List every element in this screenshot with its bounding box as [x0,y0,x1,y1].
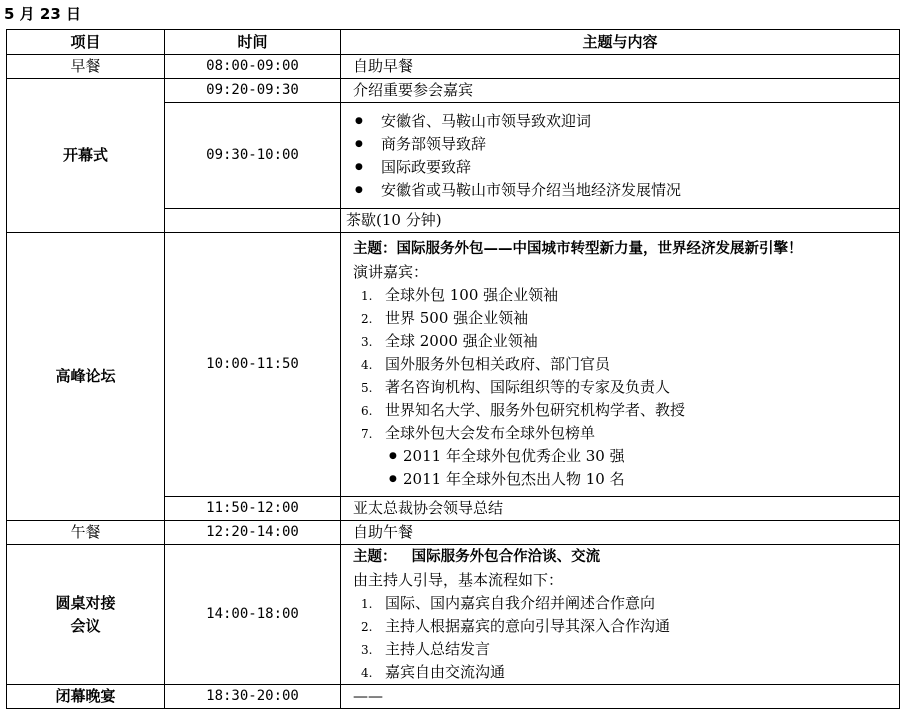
list-number: 5. [361,381,373,395]
list-item: ● 安徽省或马鞍山市领导介绍当地经济发展情况 [345,179,899,202]
banquet-time: 18:30-20:00 [165,685,341,709]
list-item [353,661,899,684]
list-number: 3. [361,642,373,657]
banquet-row [7,685,900,709]
roundtable-content [341,545,900,685]
list-item [353,638,899,661]
list-item [353,615,899,638]
date-heading: 5 月 23 日 [4,5,81,23]
header-row [7,30,900,55]
list-text: 主持人总结发言 [385,639,491,658]
list-text: 嘉宾自由交流沟通 [385,662,506,681]
roundtable-intro: 由主持人引导，基本流程如下： [353,570,564,589]
list-number: 6. [361,404,373,418]
opening-bullets [341,103,900,209]
roundtable-row [7,545,900,685]
opening-time-1: 09:20-09:30 [165,79,341,103]
sub-list-item: ● 2011 年全球外包杰出人物 10 名 [353,468,899,491]
banquet-content: —— [341,685,900,709]
speakers-label: 演讲嘉宾： [353,263,429,281]
list-text: 主持人根据嘉宾的意向引导其深入合作沟通 [385,616,671,635]
opening-row-1 [7,79,900,103]
list-number: 4. [361,358,373,372]
header-topic: 主题与内容 [341,30,900,55]
roundtable-project-line2: 会议 [70,616,101,635]
summit-closing-time: 11:50-12:00 [165,497,341,521]
header-time: 时间 [165,30,341,55]
list-text: 全球外包大会发布全球外包榜单 [385,424,596,442]
list-item [353,284,899,307]
summit-row-1 [7,233,900,497]
list-number: 1. [361,289,373,303]
list-number: 1. [361,596,373,611]
list-item: ● 国际政要致辞 [345,156,899,179]
summit-project: 高峰论坛 [7,233,165,521]
lunch-content: 自助午餐 [341,521,900,545]
breakfast-content: 自助早餐 [341,55,900,79]
list-item [353,399,899,422]
list-item [353,592,899,615]
summit-title: 主题：国际服务外包——中国城市转型新力量，世界经济发展新引擎！ [353,241,803,257]
list-item [353,376,899,399]
list-text: 世界 500 强企业领袖 [385,309,529,327]
list-text: 世界知名大学、服务外包研究机构学者、教授 [385,401,686,419]
roundtable-project-line1: 圆桌对接 [55,593,116,612]
list-text: 著名咨询机构、国际组织等的专家及负责人 [385,378,671,396]
opening-time-3 [165,209,341,233]
tea-break: 茶歇(10 分钟) [341,209,900,233]
list-text: 国外服务外包相关政府、部门官员 [385,355,611,373]
list-number: 2. [361,312,373,326]
schedule-table [6,29,900,709]
summit-content [341,233,900,497]
list-item [353,330,899,353]
list-item [353,353,899,376]
list-item: ● 商务部领导致辞 [345,133,899,156]
header-project: 项目 [7,30,165,55]
list-text: 全球外包 100 强企业领袖 [385,286,559,304]
banquet-project: 闭幕晚宴 [7,685,165,709]
list-number: 3. [361,335,373,349]
lunch-project: 午餐 [7,521,165,545]
list-text: 国际、国内嘉宾自我介绍并阐述合作意向 [385,593,656,612]
roundtable-time: 14:00-18:00 [165,545,341,685]
list-text: 全球 2000 强企业领袖 [385,332,538,350]
list-number: 4. [361,665,373,680]
opening-content-1: 介绍重要参会嘉宾 [341,79,900,103]
list-number: 2. [361,619,373,634]
opening-project: 开幕式 [7,79,165,233]
list-item [353,307,899,330]
lunch-time: 12:20-14:00 [165,521,341,545]
summit-closing-content: 亚太总裁协会领导总结 [341,497,900,521]
breakfast-row [7,55,900,79]
roundtable-title: 主题： 国际服务外包合作洽谈、交流 [353,548,601,565]
roundtable-project [7,545,165,685]
sub-list-item: ● 2011 年全球外包优秀企业 30 强 [353,445,899,468]
breakfast-time: 08:00-09:00 [165,55,341,79]
lunch-row [7,521,900,545]
summit-time: 10:00-11:50 [165,233,341,497]
opening-time-2: 09:30-10:00 [165,103,341,209]
list-item: ● 安徽省、马鞍山市领导致欢迎词 [345,110,899,133]
list-number: 7. [361,427,373,441]
list-item [353,422,899,445]
breakfast-project: 早餐 [7,55,165,79]
